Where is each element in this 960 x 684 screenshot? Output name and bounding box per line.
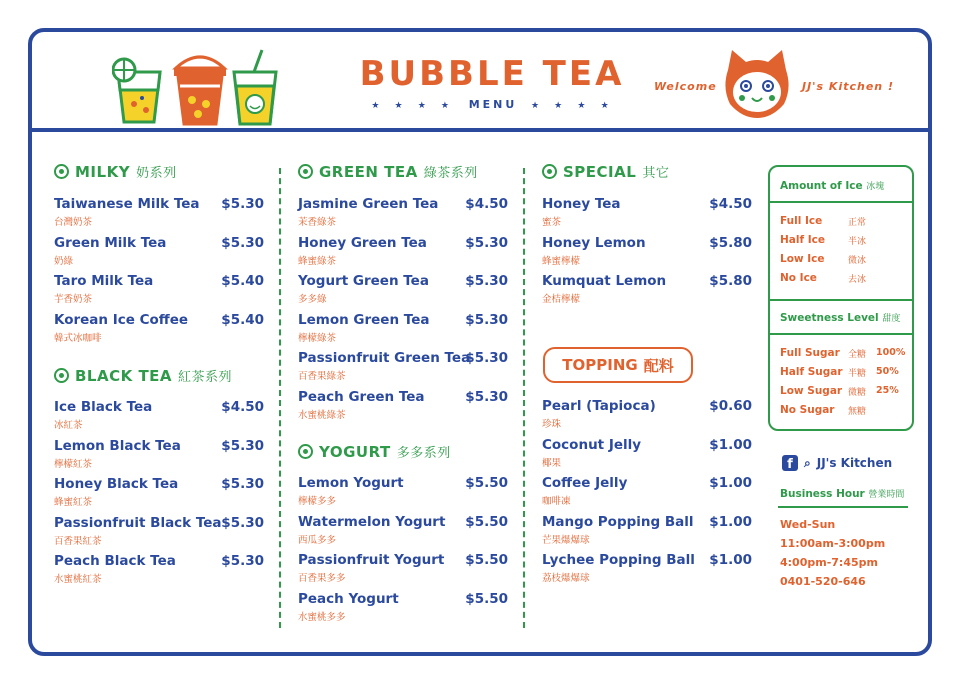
item-price: $5.30 xyxy=(465,273,508,289)
section-milky-heading xyxy=(54,162,177,181)
menu-item xyxy=(298,273,508,305)
item-price: $5.30 xyxy=(465,388,508,405)
item-name: Peach Green Tea xyxy=(298,388,425,405)
menu-item xyxy=(542,514,752,546)
sweetness-option xyxy=(780,404,906,416)
item-price: $5.30 xyxy=(221,553,264,569)
menu-item xyxy=(542,273,752,305)
item-name-zh: 奶綠 xyxy=(54,255,74,267)
item-price: $0.60 xyxy=(709,398,752,414)
drink-cups-illustration xyxy=(112,46,282,126)
box-divider xyxy=(770,333,912,335)
kitchen-name: JJ's Kitchen ! xyxy=(802,80,894,93)
box-divider xyxy=(770,201,912,203)
section-black-tea-heading xyxy=(54,366,232,385)
menu-item xyxy=(298,312,508,344)
item-name: Taiwanese Milk Tea xyxy=(54,196,200,212)
item-price: $5.80 xyxy=(709,273,752,289)
facebook-link[interactable] xyxy=(782,455,892,471)
item-price: $4.50 xyxy=(465,196,508,212)
menu-item xyxy=(54,273,264,305)
section-title-zh: 綠茶系列 xyxy=(423,166,478,181)
item-price: $1.00 xyxy=(709,513,752,530)
facebook-icon: f xyxy=(782,455,798,471)
stars-left: ★ ★ ★ ★ xyxy=(371,101,456,111)
ice-option-label: Half Ice xyxy=(780,234,825,246)
sweetness-option xyxy=(780,366,906,378)
item-price: $4.50 xyxy=(221,399,264,415)
item-name-zh: 冰紅茶 xyxy=(54,420,83,431)
sweetness-option-zh: 全糖 xyxy=(848,350,867,360)
item-name: Passionfruit Black Tea xyxy=(54,514,222,531)
item-price: $1.00 xyxy=(709,552,752,568)
item-name-zh: 韓式冰咖啡 xyxy=(54,332,102,344)
sweetness-percent: 25% xyxy=(876,385,899,396)
item-price: $5.30 xyxy=(221,514,264,531)
ice-option-zh: 去冰 xyxy=(848,275,867,285)
item-name-zh: 檸檬多多 xyxy=(298,496,337,507)
column-divider xyxy=(523,168,525,628)
menu-item xyxy=(298,514,508,546)
item-name-zh: 百香果紅茶 xyxy=(54,535,102,547)
ice-option-label: Full Ice xyxy=(780,215,823,227)
menu-item xyxy=(54,196,264,228)
item-name: Mango Popping Ball xyxy=(542,513,694,530)
hours-lunch: 11:00am-3:00pm xyxy=(780,537,886,550)
section-title: GREEN TEA xyxy=(319,162,418,181)
item-price: $4.50 xyxy=(709,196,752,212)
sweetness-percent: 100% xyxy=(876,347,906,358)
section-title-zh: 紅茶系列 xyxy=(178,370,233,385)
business-hour-title-zh: 營業時間 xyxy=(868,490,905,500)
ice-option-label: No Ice xyxy=(780,272,817,284)
bullet-icon xyxy=(298,164,313,179)
item-name-zh: 百香果多多 xyxy=(298,573,346,584)
menu-item xyxy=(298,389,508,421)
box-divider xyxy=(770,299,912,301)
section-topping-heading xyxy=(543,347,693,383)
item-name-zh: 檸檬綠茶 xyxy=(298,332,337,344)
section-title-zh: 其它 xyxy=(642,166,670,181)
section-green-tea-heading xyxy=(298,162,478,181)
section-title-zh: 多多系列 xyxy=(396,446,451,461)
ice-option-zh: 微冰 xyxy=(848,256,867,266)
item-name: Honey Lemon xyxy=(542,234,646,251)
ice-heading xyxy=(780,179,884,192)
menu-item xyxy=(542,398,752,430)
menu-item xyxy=(542,235,752,267)
bullet-icon xyxy=(54,164,69,179)
item-name: Kumquat Lemon xyxy=(542,273,667,289)
menu-board xyxy=(28,28,932,656)
item-name-zh: 茉香綠茶 xyxy=(298,217,337,228)
section-title: TOPPING xyxy=(562,356,638,374)
item-price: $5.50 xyxy=(465,552,508,568)
item-price: $5.80 xyxy=(709,234,752,251)
hours-dinner: 4:00pm-7:45pm xyxy=(780,556,878,569)
item-name-zh: 芒果爆爆球 xyxy=(542,534,590,546)
item-name-zh: 多多綠 xyxy=(298,294,327,305)
sweetness-option-zh: 半糖 xyxy=(848,369,867,379)
item-name-zh: 蜂蜜檸檬 xyxy=(542,255,581,267)
menu-item xyxy=(298,196,508,228)
menu-item xyxy=(298,475,508,507)
sweetness-percent: 50% xyxy=(876,366,899,377)
sweetness-option xyxy=(780,347,906,359)
item-name-zh: 水蜜桃綠茶 xyxy=(298,409,346,421)
options-box xyxy=(768,165,914,431)
bubble-tea-cup-icon xyxy=(174,57,226,124)
sweetness-heading xyxy=(780,311,900,324)
item-name: Honey Tea xyxy=(542,196,621,212)
menu-item xyxy=(542,437,752,469)
lime-drink-icon xyxy=(113,59,160,122)
item-name: Peach Black Tea xyxy=(54,553,176,569)
sweetness-option xyxy=(780,385,906,397)
item-name-zh: 蜜茶 xyxy=(542,217,562,228)
menu-item xyxy=(298,591,508,623)
ice-option-zh: 半冰 xyxy=(848,237,867,247)
item-name-zh: 水蜜桃多多 xyxy=(298,611,346,623)
menu-item xyxy=(542,552,752,584)
item-name-zh: 百香果綠茶 xyxy=(298,371,346,382)
item-price: $5.30 xyxy=(221,196,264,212)
section-title: YOGURT xyxy=(319,442,391,461)
item-name-zh: 金桔檸檬 xyxy=(542,294,581,305)
item-name-zh: 咖啡凍 xyxy=(542,496,571,507)
item-price: $5.40 xyxy=(221,273,264,289)
item-name: Coffee Jelly xyxy=(542,475,628,491)
menu-item xyxy=(54,553,264,585)
item-name-zh: 西瓜多多 xyxy=(298,534,337,546)
sweetness-title-zh: 甜度 xyxy=(882,314,901,324)
item-name: Coconut Jelly xyxy=(542,436,642,453)
sweetness-option-zh: 無糖 xyxy=(848,407,867,417)
item-name-zh: 椰果 xyxy=(542,457,562,469)
menu-item xyxy=(54,312,264,344)
item-name-zh: 蜂蜜綠茶 xyxy=(298,255,337,267)
section-special-heading xyxy=(542,162,669,181)
item-name-zh: 水蜜桃紅茶 xyxy=(54,574,102,585)
menu-title: BUBBLE TEA xyxy=(359,54,625,94)
sweetness-option-label: Low Sugar xyxy=(780,385,843,397)
open-days: Wed-Sun xyxy=(780,518,836,531)
ice-option-label: Low Ice xyxy=(780,253,825,265)
menu-item xyxy=(542,475,752,507)
item-name: Ice Black Tea xyxy=(54,399,153,415)
sweetness-option-label: No Sugar xyxy=(780,404,835,416)
sweetness-option-label: Half Sugar xyxy=(780,366,843,378)
item-name: Peach Yogurt xyxy=(298,590,399,607)
sweetness-title: Sweetness Level xyxy=(780,312,879,324)
item-name: Lemon Green Tea xyxy=(298,311,430,328)
section-title: SPECIAL xyxy=(563,162,637,181)
item-price: $5.40 xyxy=(221,311,264,328)
search-icon: ⌕ xyxy=(804,455,811,470)
item-name: Watermelon Yogurt xyxy=(298,513,446,530)
item-price: $5.50 xyxy=(465,513,508,530)
stars-right: ★ ★ ★ ★ xyxy=(530,101,615,111)
item-name: Lemon Yogurt xyxy=(298,475,404,491)
ice-option xyxy=(780,272,906,284)
sweetness-option-zh: 微糖 xyxy=(848,388,867,398)
item-name: Lemon Black Tea xyxy=(54,437,181,454)
menu-item xyxy=(54,515,264,547)
menu-label: MENU xyxy=(468,98,518,111)
item-price: $5.30 xyxy=(465,350,508,366)
section-title-zh: 配料 xyxy=(643,356,674,375)
section-title: MILKY xyxy=(75,162,131,181)
facebook-name: JJ's Kitchen xyxy=(816,456,893,470)
cat-face-icon xyxy=(722,48,792,120)
item-name-zh: 芋香奶茶 xyxy=(54,294,93,305)
bullet-icon xyxy=(54,368,69,383)
item-name: Yogurt Green Tea xyxy=(298,273,429,289)
item-name: Passionfruit Yogurt xyxy=(298,552,445,568)
item-name-zh: 珍珠 xyxy=(542,419,562,430)
menu-item xyxy=(54,438,264,470)
item-name-zh: 台灣奶茶 xyxy=(54,217,93,228)
item-name: Taro Milk Tea xyxy=(54,273,154,289)
bullet-icon xyxy=(298,444,313,459)
section-title-zh: 奶系列 xyxy=(136,166,177,181)
item-name-zh: 荔枝爆爆球 xyxy=(542,573,590,584)
sweetness-option-label: Full Sugar xyxy=(780,347,840,359)
item-name: Korean Ice Coffee xyxy=(54,311,189,328)
item-price: $5.30 xyxy=(465,311,508,328)
item-price: $5.50 xyxy=(465,590,508,607)
item-price: $5.30 xyxy=(221,437,264,454)
ice-title-zh: 冰塊 xyxy=(866,182,885,192)
section-yogurt-heading xyxy=(298,442,451,461)
item-price: $1.00 xyxy=(709,475,752,491)
item-name: Jasmine Green Tea xyxy=(298,196,439,212)
item-name: Lychee Popping Ball xyxy=(542,552,695,568)
menu-item xyxy=(298,552,508,584)
item-name-zh: 檸檬紅茶 xyxy=(54,458,93,470)
business-hour-title: Business Hour xyxy=(780,488,865,500)
item-price: $5.30 xyxy=(221,234,264,251)
item-name-zh: 蜂蜜紅茶 xyxy=(54,497,93,508)
section-title: BLACK TEA xyxy=(75,366,173,385)
menu-item xyxy=(542,196,752,228)
smiley-cup-icon xyxy=(234,50,276,124)
business-hour-heading xyxy=(780,487,904,500)
menu-item xyxy=(54,235,264,267)
item-price: $5.30 xyxy=(221,476,264,492)
item-price: $5.30 xyxy=(465,234,508,251)
ice-title: Amount of Ice xyxy=(780,180,863,192)
item-name: Honey Green Tea xyxy=(298,234,427,251)
item-price: $5.50 xyxy=(465,475,508,491)
menu-subtitle xyxy=(368,98,618,111)
phone-number: 0401-520-646 xyxy=(780,575,866,588)
ice-option xyxy=(780,253,906,265)
menu-item xyxy=(54,399,264,431)
ice-option-zh: 正常 xyxy=(848,218,867,228)
item-name: Pearl (Tapioca) xyxy=(542,398,656,414)
header-divider xyxy=(32,128,928,132)
menu-item xyxy=(298,350,508,382)
business-hour-divider xyxy=(778,506,908,508)
menu-item xyxy=(298,235,508,267)
ice-option xyxy=(780,215,906,227)
ice-option xyxy=(780,234,906,246)
item-name: Honey Black Tea xyxy=(54,476,179,492)
column-divider xyxy=(279,168,281,628)
menu-item xyxy=(54,476,264,508)
welcome-text: Welcome xyxy=(654,80,717,93)
item-name: Passionfruit Green Tea xyxy=(298,350,471,366)
bullet-icon xyxy=(542,164,557,179)
item-price: $1.00 xyxy=(709,436,752,453)
item-name: Green Milk Tea xyxy=(54,234,167,251)
